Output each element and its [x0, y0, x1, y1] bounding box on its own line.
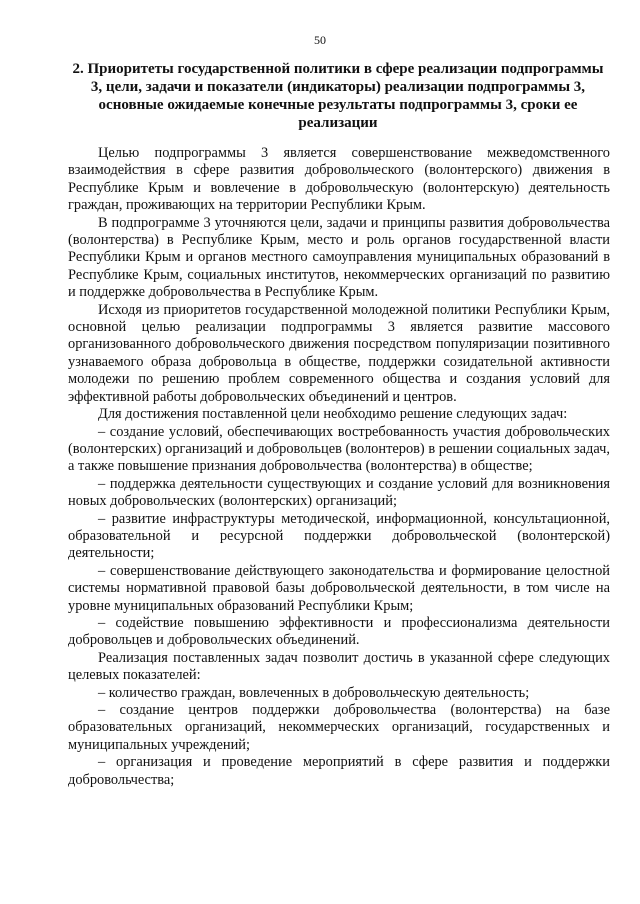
paragraph-goal: Целью подпрограммы 3 является совершенствование межведомственного взаимодействия в сфере развития добровольческого (волонтерского) движения в Республике Крым и вовлечение в добровольческую (волонтерскую) деятельность граждан, проживающих на территории Республики Крым. — [68, 145, 610, 214]
task-item-5: – содействие повышению эффективности и профессионализма деятельности добровольцев и добровольческих объединений. — [68, 614, 610, 649]
section-heading: 2. Приоритеты государственной политики в сфере реализации подпрограммы 3, цели, задачи и показатели (индикаторы) реализации подпрограммы 3, основные ожидаемые конечные результаты подпрограммы 3, сроки ее реализации — [72, 61, 604, 131]
paragraph-tasks-intro: Для достижения поставленной цели необходимо решение следующих задач: — [98, 406, 568, 423]
indicator-item-1: – количество граждан, вовлеченных в добровольческую деятельность; — [98, 684, 530, 701]
task-item-4: – совершенствование действующего законодательства и формирование целостной системы нормативной правовой базы добровольческой деятельности, в том числе на уровне муниципальных образований Республики Крым; — [68, 562, 610, 614]
paragraph-priorities: Исходя из приоритетов государственной молодежной политики Республики Крым, основной целью реализации подпрограммы 3 является развитие массового организованного добровольческого движения посредством популяризации позитивного узнаваемого образа добровольца в обществе, поддержки созидательной активности молодежи по решению проблем современного общества и создания условий для эффективной работы добровольческих объединений и центров. — [68, 301, 610, 405]
page-number: 50 — [314, 33, 326, 47]
task-item-2: – поддержка деятельности существующих и создание условий для возникновения новых добровольческих (волонтерских) организаций; — [68, 475, 610, 510]
paragraph-principles: В подпрограмме 3 уточняются цели, задачи и принципы развития добровольчества (волонтерства) в Республике Крым, место и роль органов государственной власти Республики Крым и органов местного самоуправления муниципальных образований в Республике Крым, социальных институтов, некоммерческих организаций по развитию и поддержке добровольчества в Республике Крым. — [68, 214, 610, 301]
paragraph-indicators-intro: Реализация поставленных задач позволит достичь в указанной сфере следующих целевых показателей: — [68, 649, 610, 684]
task-item-3: – развитие инфраструктуры методической, информационной, консультационной, образовательной и ресурсной поддержки добровольческой (волонтерской) деятельности; — [68, 510, 610, 562]
document-body — [68, 145, 610, 789]
indicator-item-3: – организация и проведение мероприятий в сфере развития и поддержки добровольчества; — [68, 754, 610, 788]
indicator-item-2: – создание центров поддержки добровольчества (волонтерства) на базе образовательных организаций, некоммерческих организаций, государственных и муниципальных учреждений; — [68, 702, 610, 753]
task-item-1: – создание условий, обеспечивающих востребованность участия добровольческих (волонтерских) организаций и добровольцев (волонтеров) в решении социальных задач, а также повышение признания добровольчества (волонтерства) в обществе; — [68, 423, 610, 475]
